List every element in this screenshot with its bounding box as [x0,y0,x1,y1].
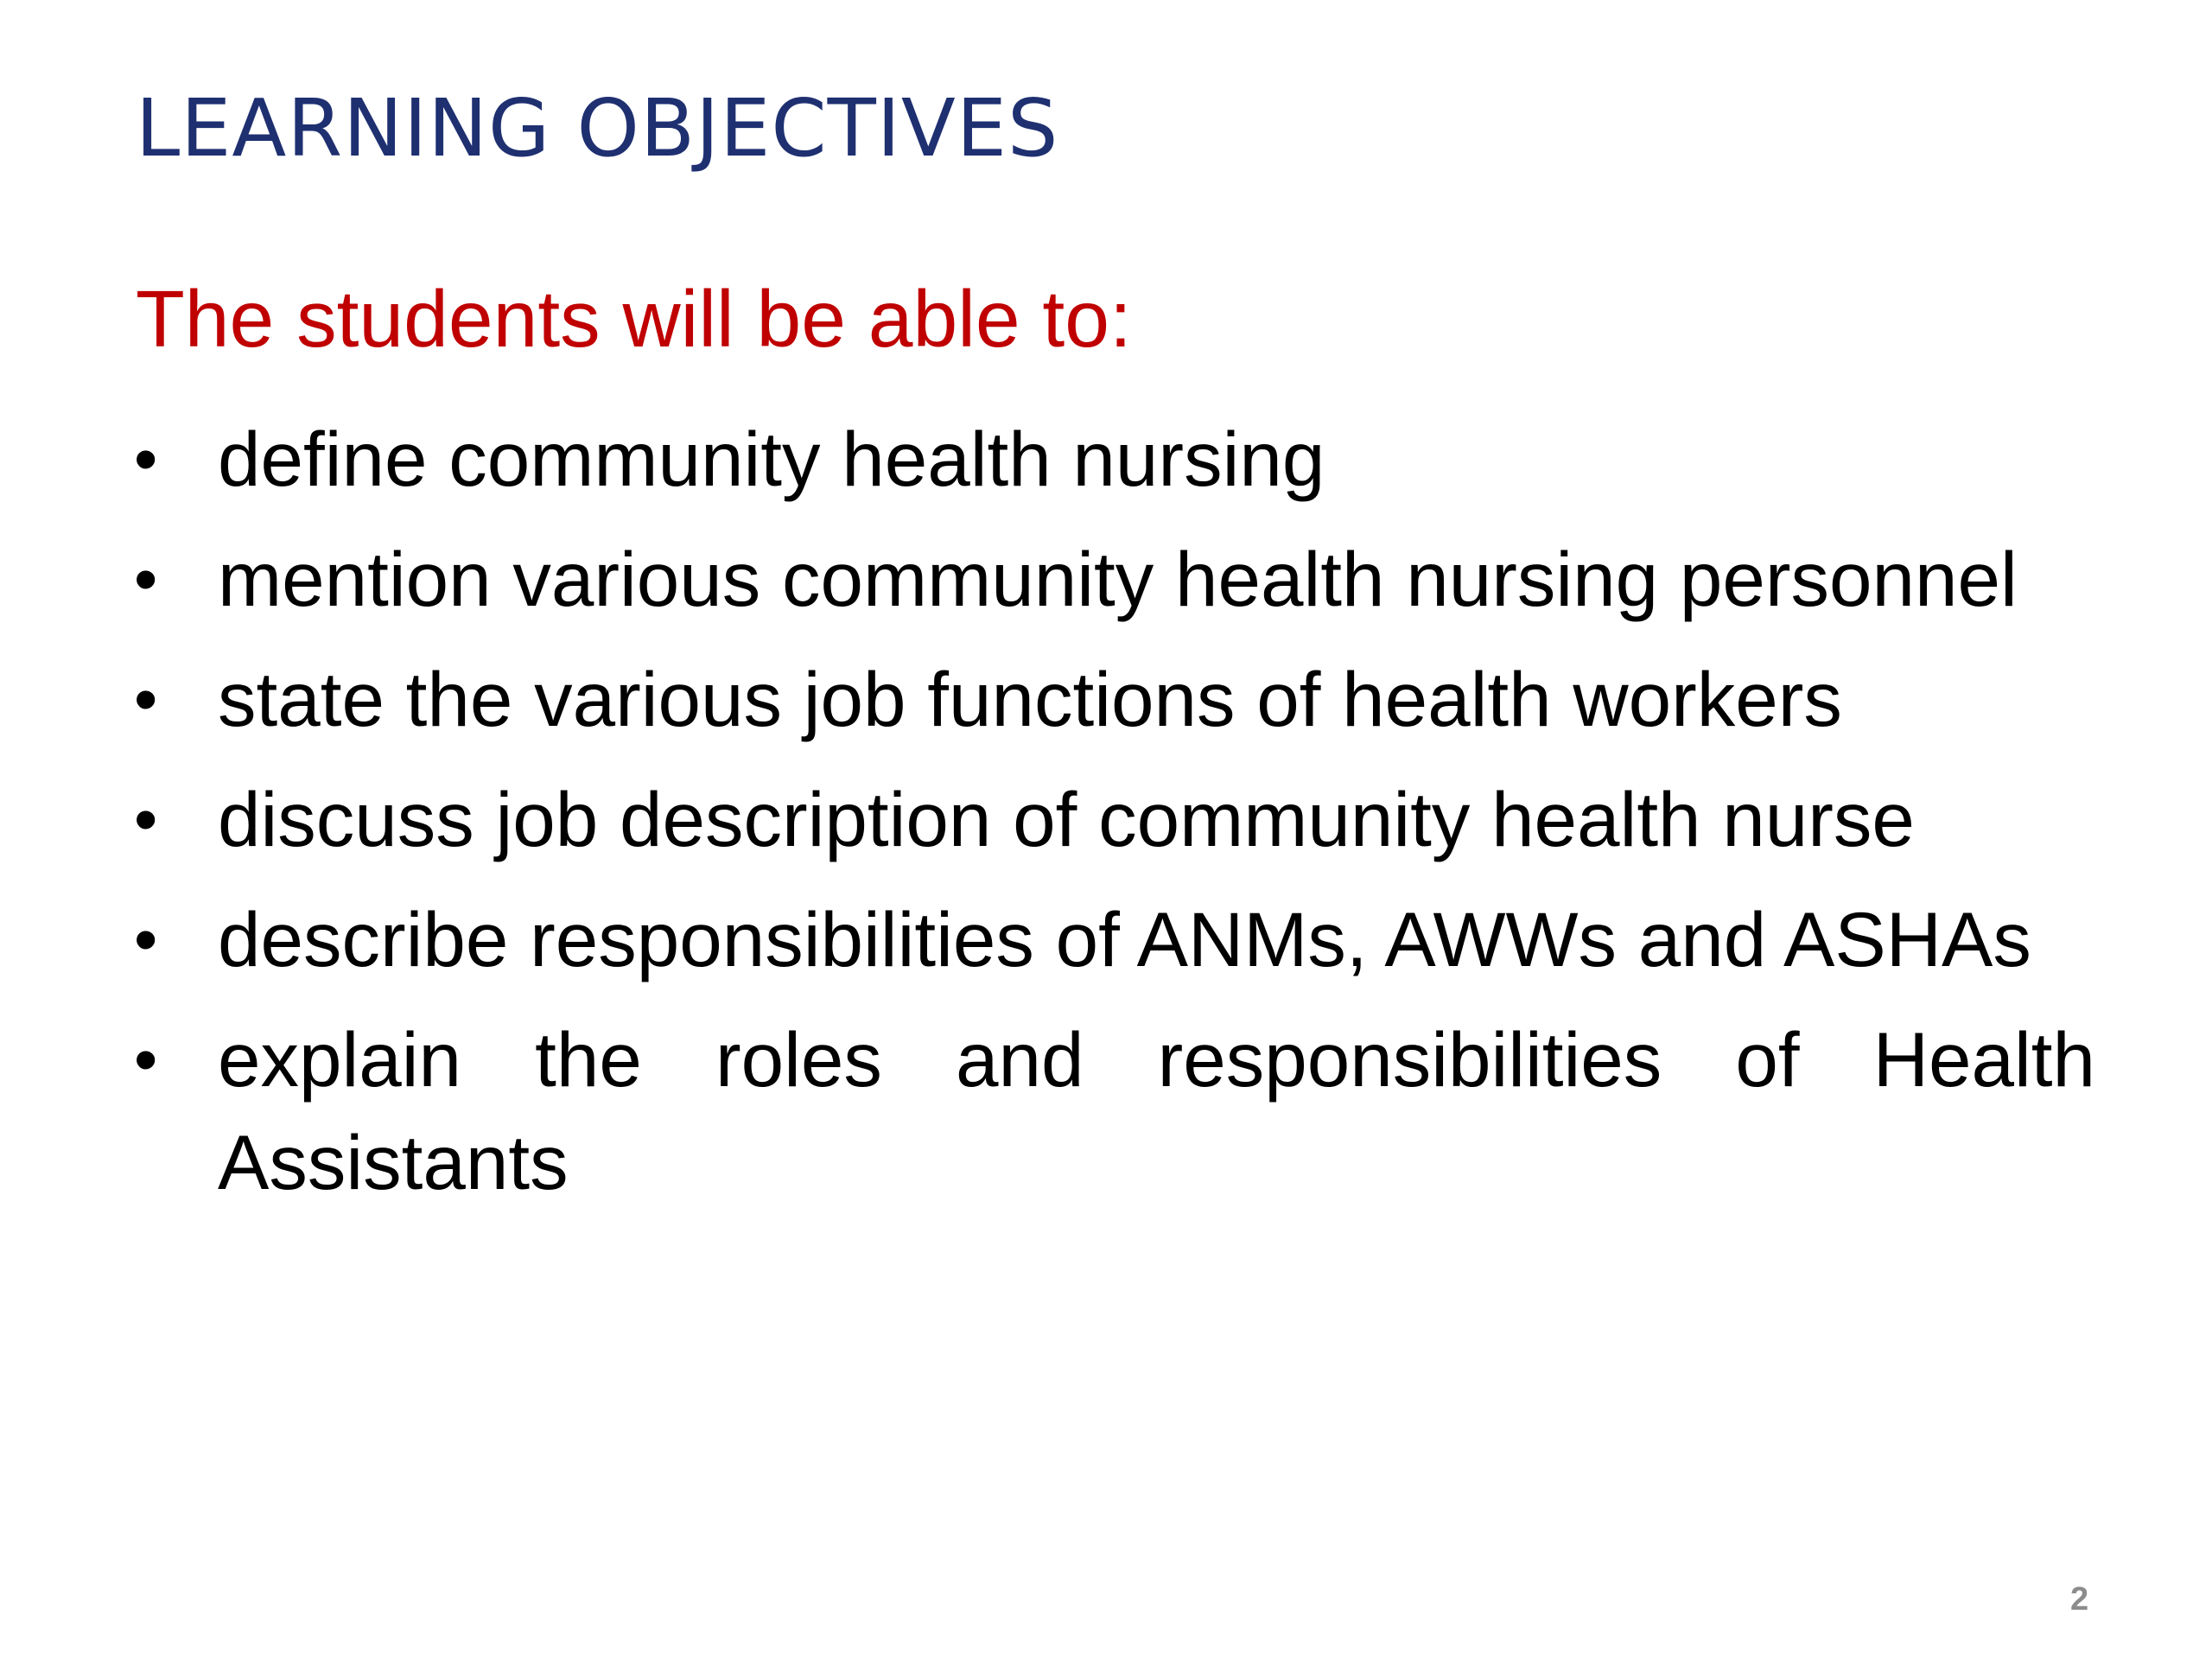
objective-text: discuss job description of community health nurse [218,776,1915,862]
objectives-list [134,408,2095,1231]
objective-item [134,648,2095,751]
objective-text: describe responsibilities of ANMs, AWWs and ASHAs [218,896,2031,982]
slide-title: LEARNING OBJECTIVES [136,82,1059,175]
objective-item [134,408,2095,511]
objective-text: mention various community health nursing personnel [218,536,2018,622]
objective-text: state the various job functions of health workers [218,656,1842,742]
objectives-intro: The students will be able to: [136,274,1132,364]
bullet-icon: • [134,421,158,497]
objective-item [134,528,2095,631]
objective-text: define community health nursing [218,416,1325,502]
bullet-icon: • [134,901,158,977]
bullet-icon: • [134,541,158,617]
objective-item [134,888,2095,991]
bullet-icon: • [134,1021,158,1097]
page-number: 2 [2070,1581,2089,1618]
objective-item [134,1008,2095,1214]
bullet-icon: • [134,781,158,857]
objective-text: explain the roles and responsibilities of Health Assistants [218,1016,2095,1205]
objective-item [134,768,2095,871]
bullet-icon: • [134,661,158,737]
